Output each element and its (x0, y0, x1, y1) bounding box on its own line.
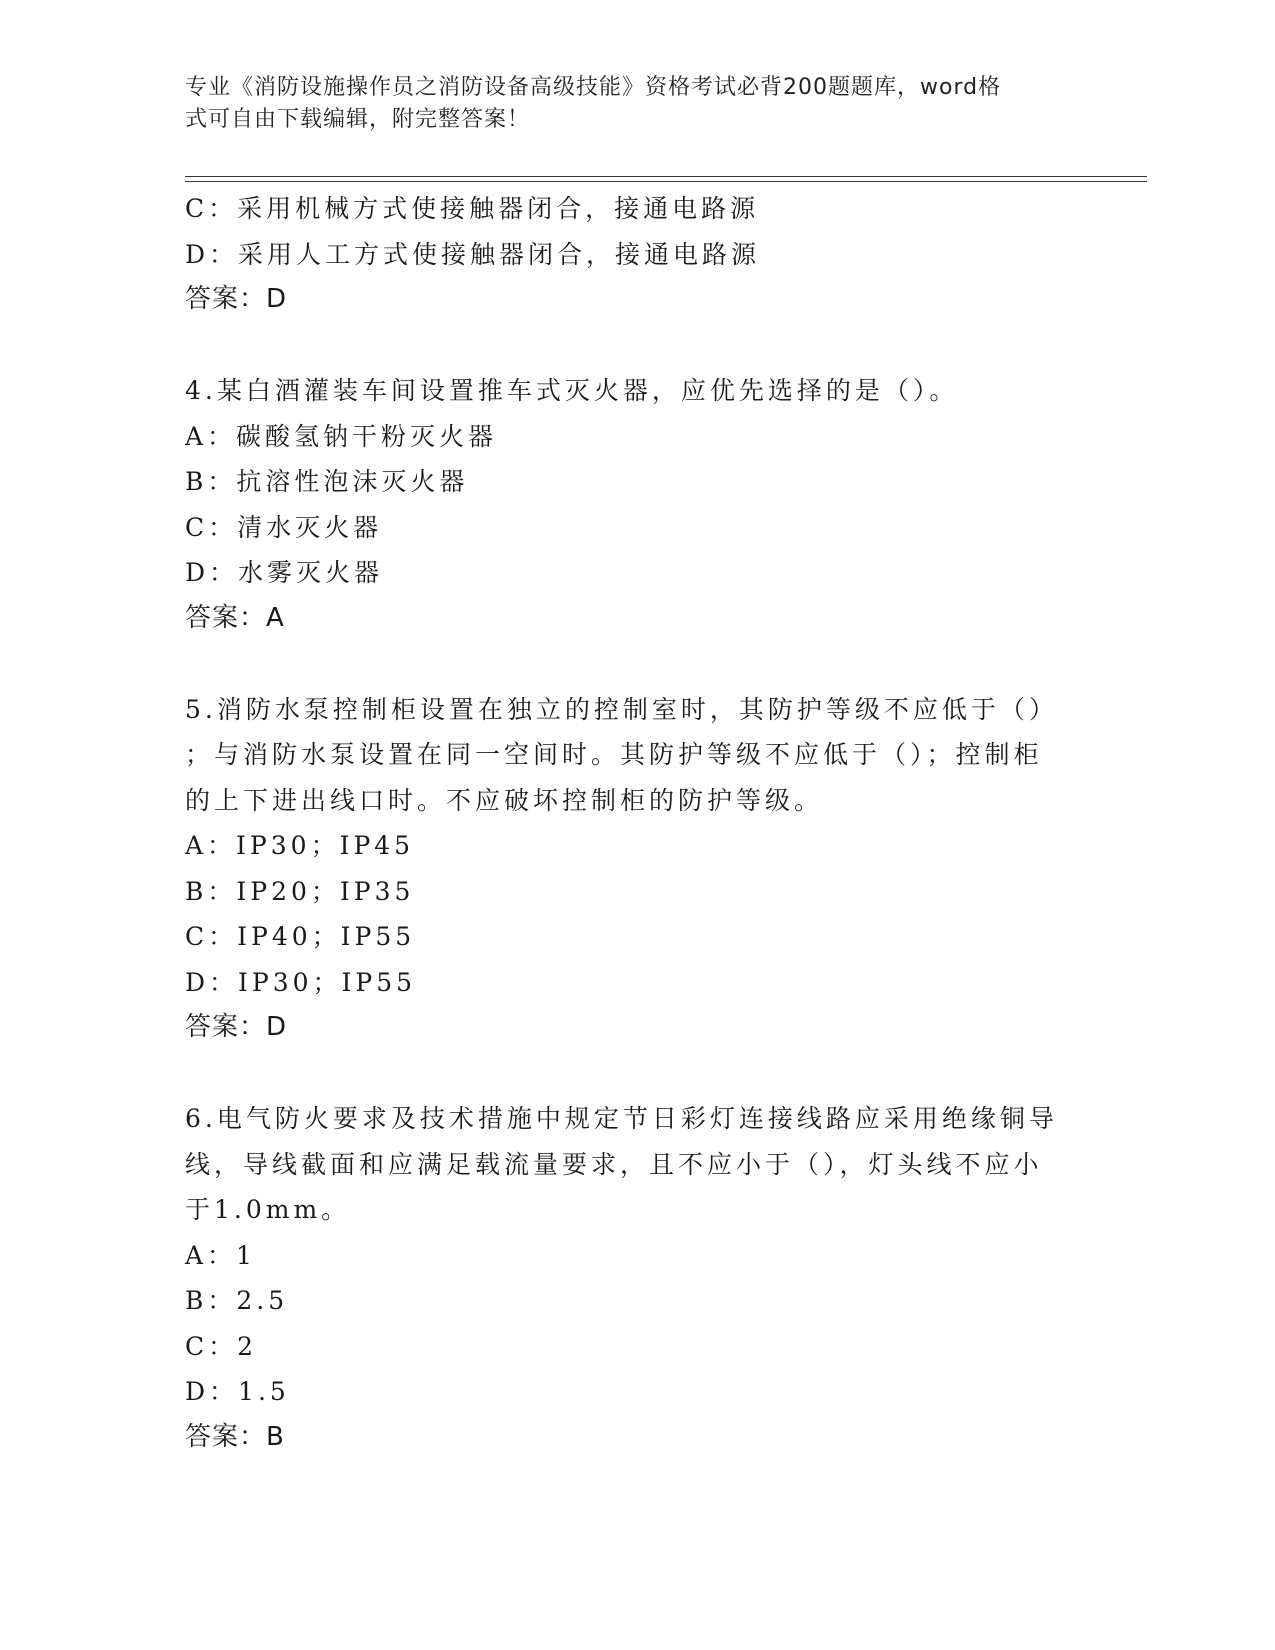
header-divider-top (185, 176, 1147, 177)
question-stem-line-2: ；与消防水泵设置在同一空间时。其防护等级不应低于（）；控制柜 (185, 740, 1043, 769)
spacer (185, 1051, 1065, 1097)
option-d: D：水雾灭火器 (185, 558, 384, 587)
option-d: D：采用人工方式使接触器闭合，接通电路源 (185, 239, 761, 269)
question-4 (185, 368, 1065, 641)
question-stem-line-3: 于1.0mm。 (185, 1195, 351, 1224)
option-b: B：2.5 (185, 1286, 289, 1315)
question-list (185, 186, 1065, 1460)
header-line-2: 式可自由下载编辑，附完整答案！ (185, 107, 531, 132)
spacer (185, 323, 1065, 369)
question-3-tail (185, 186, 1065, 323)
option-b: B：抗溶性泡沫灭火器 (185, 467, 469, 496)
question-stem-line-1: 5.消防水泵控制柜设置在独立的控制室时，其防护等级不应低于（） (185, 694, 1058, 724)
option-c: C：采用机械方式使接触器闭合，接通电路源 (185, 194, 760, 223)
answer: 答案：A (185, 602, 285, 633)
page-header (185, 72, 1065, 136)
option-a: A：IP30；IP45 (185, 831, 415, 860)
header-line-1: 专业《消防设施操作员之消防设备高级技能》资格考试必背200题题库，word格 (185, 75, 1002, 100)
option-a: A：1 (185, 1240, 256, 1270)
question-stem-line-1: 6.电气防火要求及技术措施中规定节日彩灯连接线路应采用绝缘铜导 (185, 1104, 1058, 1133)
option-d: D：IP30；IP55 (185, 967, 417, 997)
option-c: C：IP40；IP55 (185, 922, 416, 951)
option-d: D：1.5 (185, 1377, 290, 1406)
question-6 (185, 1096, 1065, 1460)
answer: 答案：D (185, 1012, 288, 1042)
option-c: C：2 (185, 1331, 258, 1361)
question-stem: 4.某白酒灌装车间设置推车式灭火器，应优先选择的是（）。 (185, 376, 959, 405)
header-divider-bottom (185, 181, 1147, 182)
spacer (185, 641, 1065, 687)
option-a: A：碳酸氢钠干粉灭火器 (185, 421, 498, 451)
question-5 (185, 687, 1065, 1051)
option-b: B：IP20；IP35 (185, 876, 415, 906)
option-c: C：清水灭火器 (185, 512, 383, 542)
question-stem-line-3: 的上下进出线口时。不应破坏控制柜的防护等级。 (185, 785, 824, 815)
question-stem-line-2: 线，导线截面和应满足载流量要求，且不应小于（），灯头线不应小 (185, 1149, 1043, 1179)
answer: 答案：D (185, 284, 288, 314)
answer: 答案：B (185, 1421, 285, 1452)
